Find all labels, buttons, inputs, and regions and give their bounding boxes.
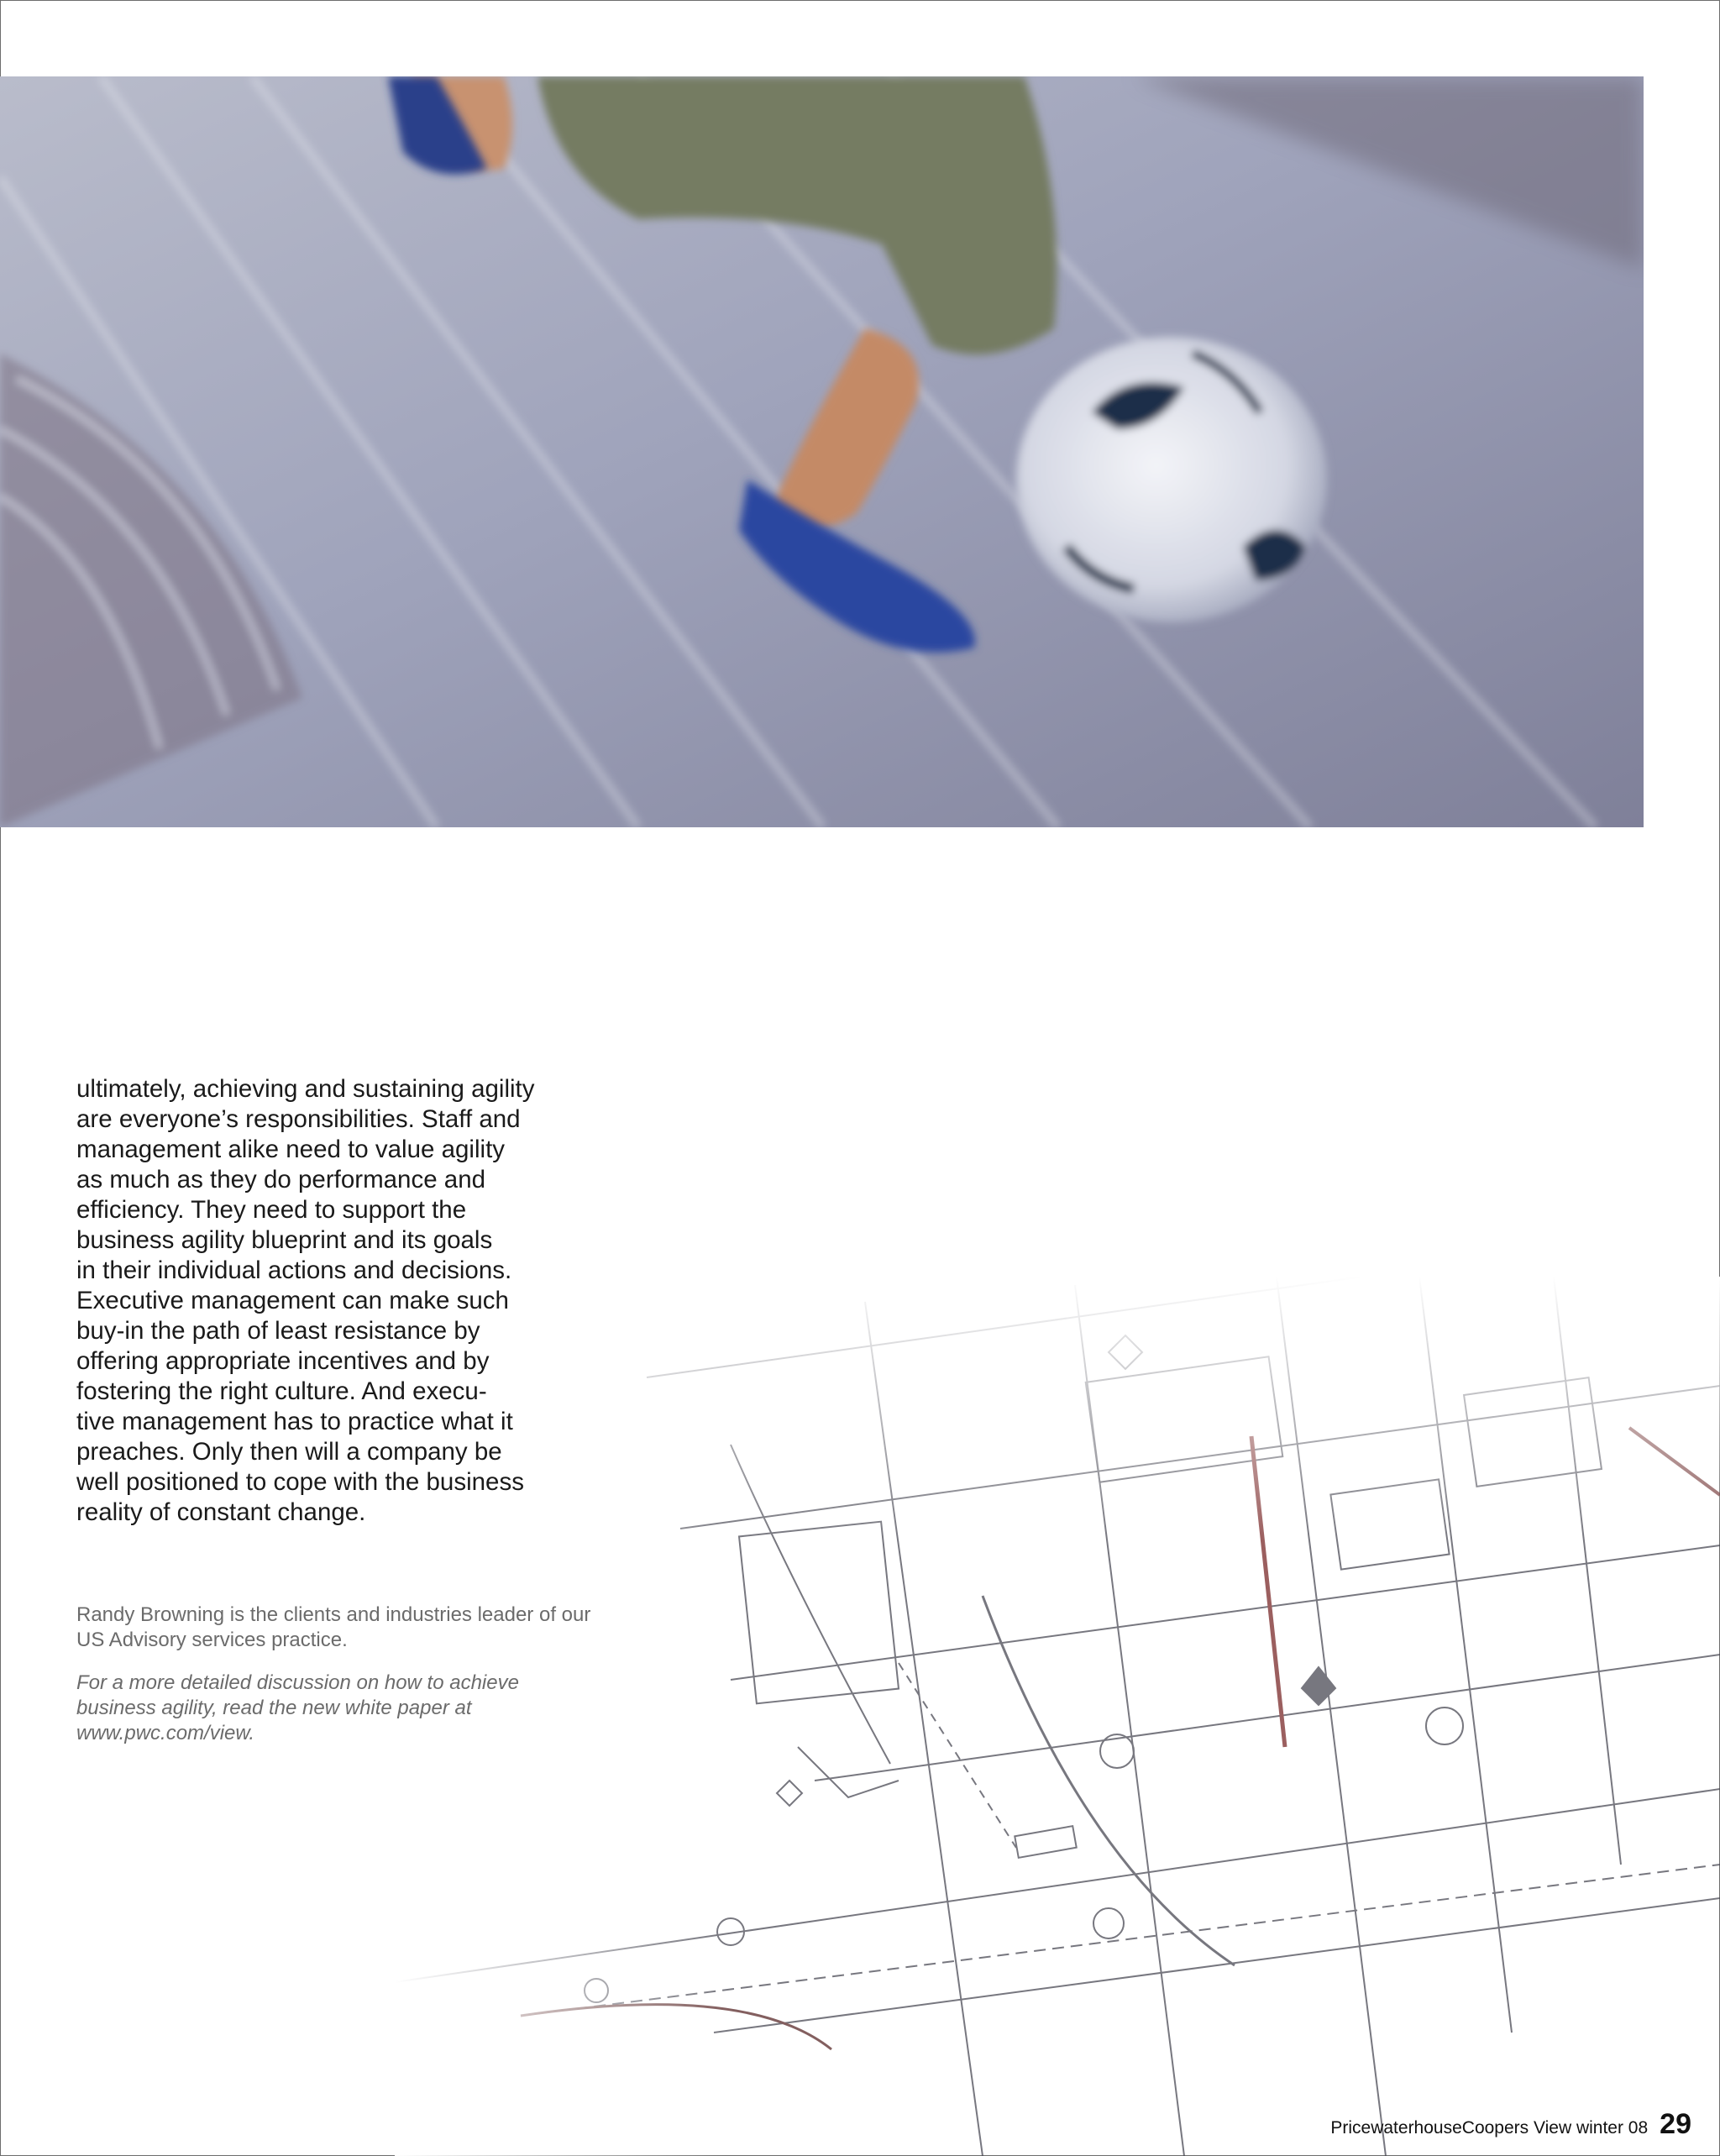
page-footer	[1330, 2108, 1691, 2141]
more-info-note: For a more detailed discussion on how to achieve business agility, read the new white paper at www.pwc.com/view.	[76, 1671, 519, 1744]
publication-name: PricewaterhouseCoopers View winter 08	[1330, 2118, 1649, 2138]
article-body: ultimately, achieving and sustaining agility are everyone’s responsibilities. Staff and management alike need to value agility as much as they do performance and efficiency. They need to support the business agility blueprint and its goals in their individual actions and decisions. Executive management can make such buy-in the path of least resistance by offering appropriate incentives and by fostering the right culture. And execu- tive management has to practice what it preaches. Only then will a company be well positioned to cope with the business reality of constant change.	[76, 1075, 535, 1526]
hero-photo	[0, 76, 1644, 827]
author-note: Randy Browning is the clients and industries leader of our US Advisory services practice.	[76, 1603, 591, 1651]
page-number: 29	[1660, 2108, 1691, 2140]
